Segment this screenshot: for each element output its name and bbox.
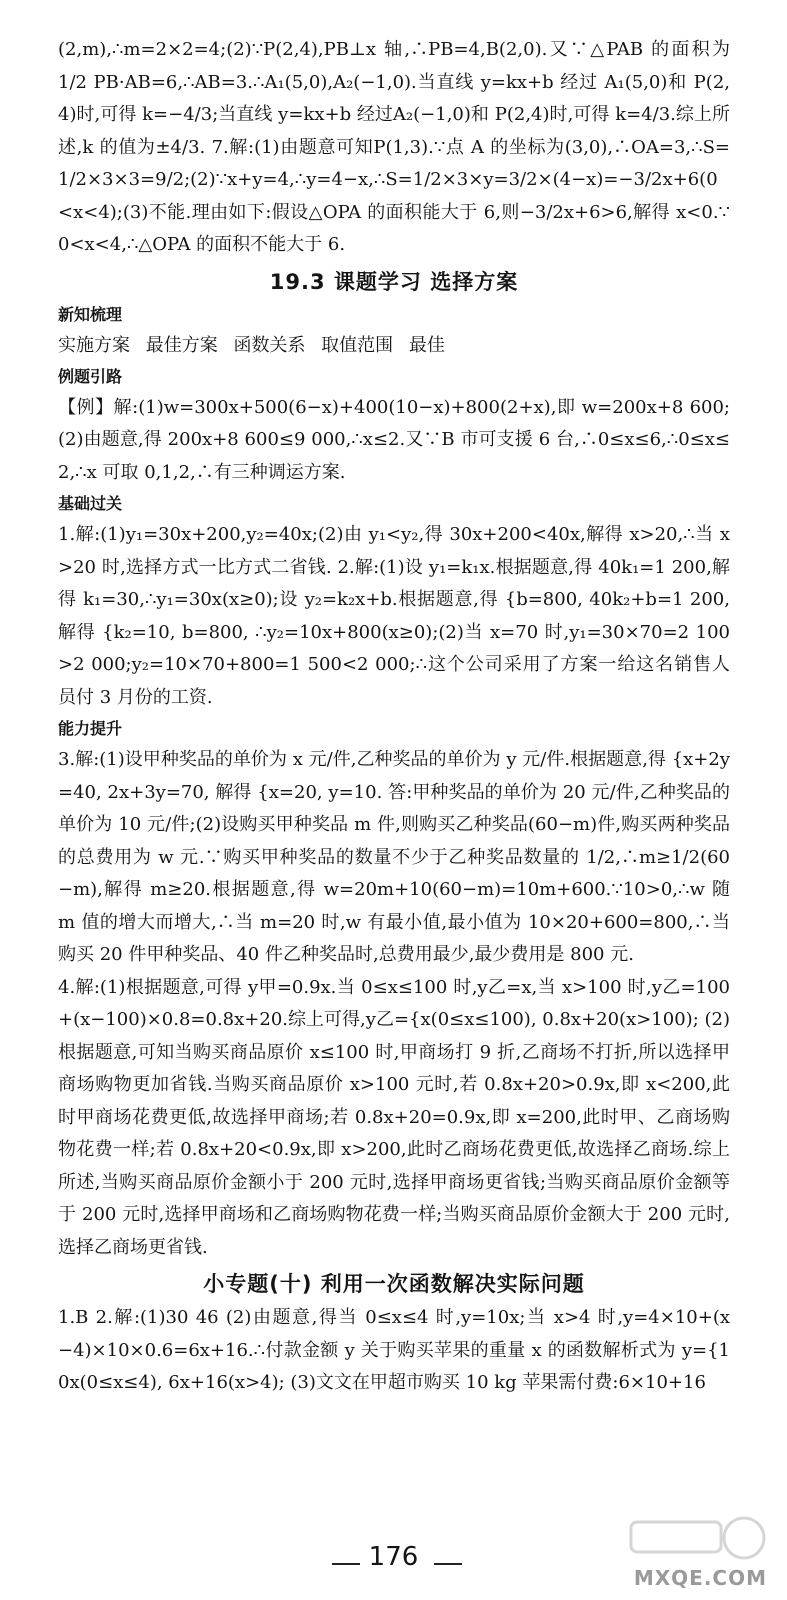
page-number: 176 xyxy=(368,1542,419,1572)
continued-solution-paragraph: (2,m),∴m=2×2=4;(2)∵P(2,4),PB⊥x 轴,∴PB=4,B(2,0).又∵△PAB 的面积为 1/2 PB·AB=6,∴AB=3.∴A₁(5,0),A₂(−1,0).当直线 y=kx+b 经过 A₁(5,0)和 P(2,4)时,可得 k=−4/3;当直线 y=kx+b 经过A₂(−1,0)和 P(2,4)时,可得 k=4/3.综上所述,k 的值为±4/3. 7.解:(1)由题意可知P(1,3).∵点 A 的坐标为(3,0),∴OA=3,∴S=1/2×3×3=9/2;(2)∵x+y=4,∴y=4−x,∴S=1/2×3×y=3/2×(4−x)=−3/2x+6(0<x<4);(3)不能.理由如下:假设△OPA 的面积能大于 6,则−3/2x+6>6,解得 x<0.∵0<x<4,∴△OPA 的面积不能大于 6. xyxy=(58,39,730,255)
ability-solution-4: 4.解:(1)根据题意,可得 y甲=0.9x.当 0≤x≤100 时,y乙=x,当 x>100 时,y乙=100+(x−100)×0.8=0.8x+20.综上可得,y乙={x(0≤x≤100), 0.8x+20(x>100); (2)根据题意,可知当购买商品原价 x≤100 时,甲商场打 9 折,乙商场不打折,所以选择甲商场购物更加省钱.当购买商品原价 x>100 元时,若 0.8x+20>0.9x,即 x<200,此时甲商场花费更低,故选择甲商场;若 0.8x+20=0.9x,即 x=200,此时甲、乙商场购物花费一样;若 0.8x+20<0.9x,即 x>200,此时乙商场花费更低,故选择乙商场.综上所述,当购买商品原价金额小于 200 元时,选择甲商场更省钱;当购买商品原价金额等于 200 元时,选择甲商场和乙商场购物花费一样;当购买商品原价金额大于 200 元时,选择乙商场更省钱. xyxy=(58,976,730,1258)
section-title-19-3: 19.3 课题学习 选择方案 xyxy=(269,269,519,294)
heading-new-knowledge: 新知梳理 xyxy=(58,304,123,324)
watermark-text: MXQE.COM xyxy=(633,1566,767,1590)
heading-ability: 能力提升 xyxy=(58,719,123,738)
special-topic-solutions: 1.B 2.解:(1)30 46 (2)由题意,得当 0≤x≤4 时,y=10x;当 x>4 时,y=4×10+(x−4)×10×0.6=6x+16.∴付款金额 y 关于购买苹果的重量 x 的函数解析式为 y={10x(0≤x≤4), 6x+16(x>4); (3)文文在甲超市购买 10 kg 苹果需付费:6×10+16 xyxy=(58,1307,730,1393)
heading-basic: 基础过关 xyxy=(58,494,123,513)
basic-solutions: 1.解:(1)y₁=30x+200,y₂=40x;(2)由 y₁<y₂,得 30x+200<40x,解得 x>20,∴当 x>20 时,选择方式一比方式二省钱. 2.解:(1)设 y₁=k₁x.根据题意,得 40k₁=1 200,解得 k₁=30,∴y₁=30x(x≥0);设 y₂=k₂x+b.根据题意,得 {b=800, 40k₂+b=1 200, 解得 {k₂=10, b=800, ∴y₂=10x+800(x≥0);(2)当 x=70 时,y₁=30×70=2 100>2 000;y₂=10×70+800=1 500<2 000;∴这个公司采用了方案一给这名销售人员付 3 月份的工资. xyxy=(58,524,730,708)
keywords-line: 实施方案 最佳方案 函数关系 取值范围 最佳 xyxy=(58,334,445,356)
ability-solution-3: 3.解:(1)设甲种奖品的单价为 x 元/件,乙种奖品的单价为 y 元/件.根据题意,得 {x+2y=40, 2x+3y=70, 解得 {x=20, y=10. 答:甲种奖品的单价为 20 元/件,乙种奖品的单价为 10 元/件;(2)设购买甲种奖品 m 件,则购买乙种奖品(60−m)件,购买两种奖品的总费用为 w 元.∵购买甲种奖品的数量不少于乙种奖品数量的 1/2,∴m≥1/2(60−m),解得 m≥20.根据题意,得 w=20m+10(60−m)=10m+600.∵10>0,∴w 随 m 值的增大而增大,∴当 m=20 时,w 有最小值,最小值为 10×20+600=800,∴当购买 20 件甲种奖品、40 件乙种奖品时,总费用最少,最少费用是 800 元. xyxy=(58,749,730,965)
section-title-special-topic: 小专题(十) 利用一次函数解决实际问题 xyxy=(203,1272,585,1296)
answer-page xyxy=(58,34,730,1400)
heading-example: 例题引路 xyxy=(58,366,123,386)
example-solution: 【例】解:(1)w=300x+500(6−x)+400(10−x)+800(2+x),即 w=200x+8 600;(2)由题意,得 200x+8 600≤9 000,∴x≤2.又∵B 市可支援 6 台,∴0≤x≤6,∴0≤x≤2,∴x 可取 0,1,2,∴有三种调运方案. xyxy=(58,396,730,483)
